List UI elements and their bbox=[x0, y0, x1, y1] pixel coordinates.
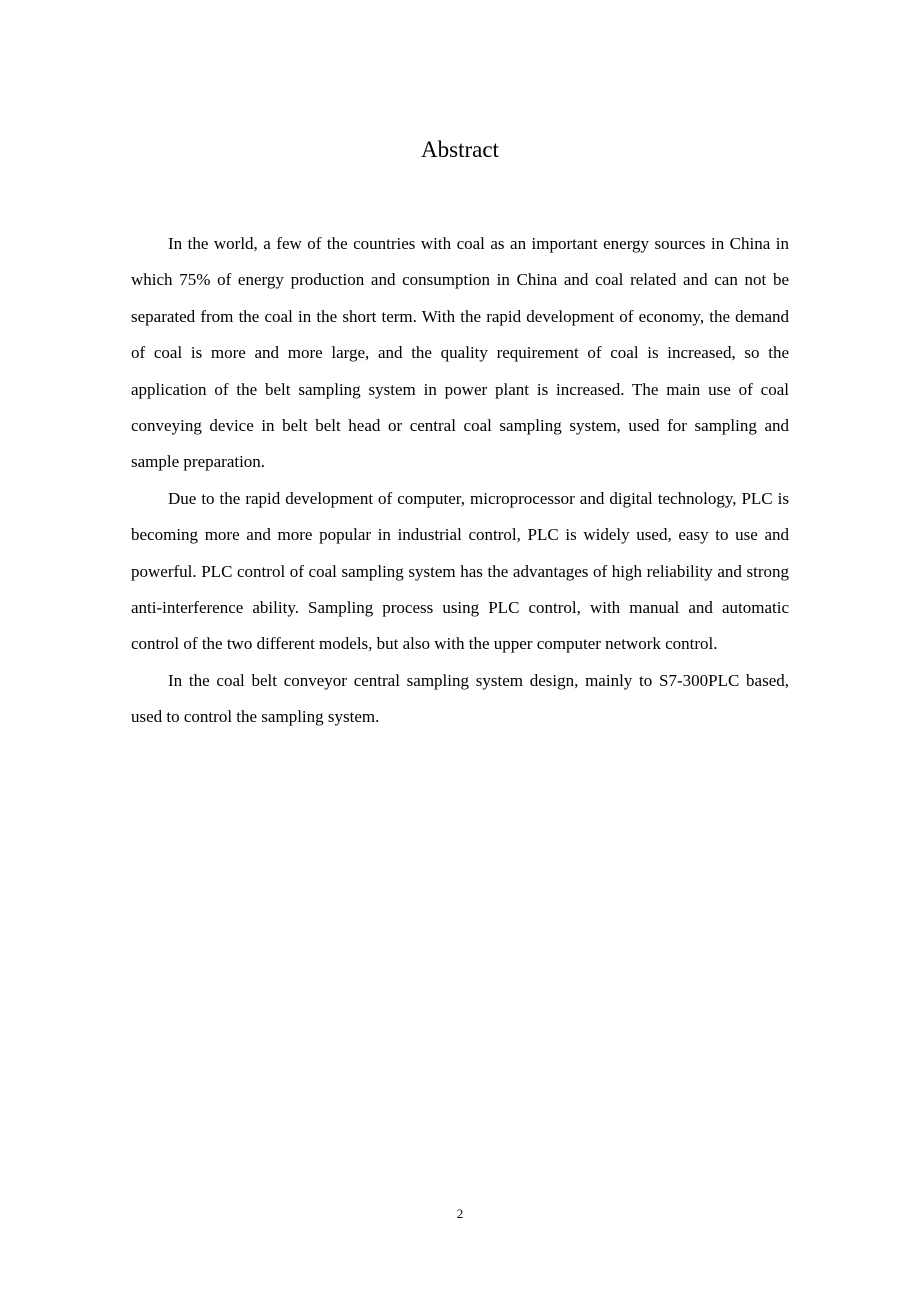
page-number: 2 bbox=[456, 1206, 464, 1221]
abstract-title: Abstract bbox=[421, 137, 499, 162]
abstract-paragraph-1: In the world, a few of the countries with coal as an important energy sources in China in which 75% of energy production and consumption in China and coal related and can not be separated from the coal in the short term. With the rapid development of economy, the demand of coal is more and more large, and the quality requirement of coal is increased, so the application of the belt sampling system in power plant is increased. The main use of coal conveying device in belt belt head or central coal sampling system, used for sampling and sample preparation. bbox=[131, 234, 789, 472]
abstract-paragraph-2: Due to the rapid development of computer, microprocessor and digital technology, PLC is becoming more and more popular in industrial control, PLC is widely used, easy to use and powerful. PLC control of coal sampling system has the advantages of high reliability and strong anti-interference ability. Sampling process using PLC control, with manual and automatic control of the two different models, but also with the upper computer network control. bbox=[131, 488, 789, 654]
abstract-body bbox=[131, 226, 789, 736]
abstract-paragraph-3: In the coal belt conveyor central sampling system design, mainly to S7-300PLC based, used to control the sampling system. bbox=[131, 670, 789, 727]
